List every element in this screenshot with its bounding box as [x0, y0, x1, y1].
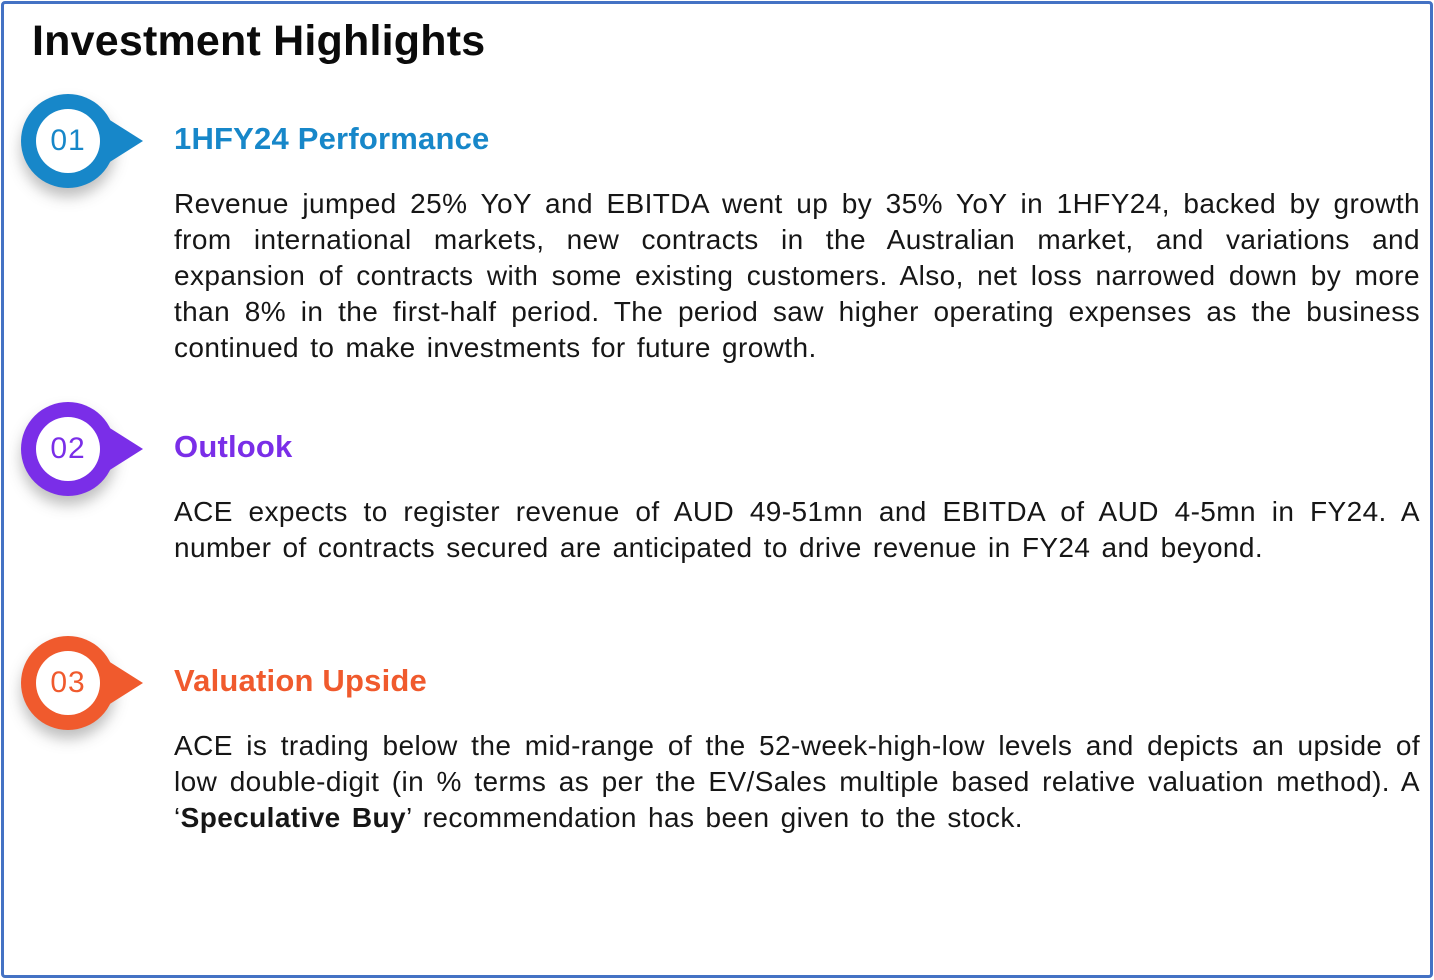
section-content — [174, 94, 1430, 366]
body-text-after: ’ recommendation has been given to the stock. — [405, 802, 1023, 833]
badge-arrow-right-icon — [105, 117, 143, 165]
step-badge-02 — [21, 402, 166, 502]
section-content — [174, 636, 1430, 836]
badge-arrow-right-icon — [105, 425, 143, 473]
section-valuation-upside — [4, 636, 1430, 836]
section-1hfy24-performance — [4, 94, 1430, 366]
badge-column — [4, 402, 174, 502]
badge-number: 02 — [36, 417, 100, 481]
recommendation-bold-text: Speculative Buy — [180, 802, 406, 833]
section-heading: Valuation Upside — [174, 663, 427, 698]
body-text-before: ACE is trading below the mid-range of the 52-week-high-low levels and depicts an upside of low double-digit (in % terms as per the EV/Sales multiple based relative valuation method). A ‘ — [174, 730, 1420, 833]
badge-column — [4, 94, 174, 194]
section-body: ACE expects to register revenue of AUD 49-51mn and EBITDA of AUD 4-5mn in FY24. A number of contracts secured are anticipated to drive revenue in FY24 and beyond. — [174, 496, 1420, 563]
page-title: Investment Highlights — [32, 17, 486, 65]
step-badge-03 — [21, 636, 166, 736]
badge-number: 03 — [36, 651, 100, 715]
section-body — [174, 728, 1420, 836]
investment-highlights-page — [1, 1, 1433, 978]
badge-arrow-right-icon — [105, 659, 143, 707]
badge-column — [4, 636, 174, 736]
section-outlook — [4, 402, 1430, 566]
badge-number: 01 — [36, 109, 100, 173]
section-heading: Outlook — [174, 429, 293, 464]
section-body: Revenue jumped 25% YoY and EBITDA went up by 35% YoY in 1HFY24, backed by growth from international markets, new contracts in the Australian market, and variations and expansion of contracts with some existing customers. Also, net loss narrowed down by more than 8% in the first-half period. The period saw higher operating expenses as the business continued to make investments for future growth. — [174, 188, 1420, 363]
step-badge-01 — [21, 94, 166, 194]
section-heading: 1HFY24 Performance — [174, 121, 490, 156]
section-content — [174, 402, 1430, 566]
